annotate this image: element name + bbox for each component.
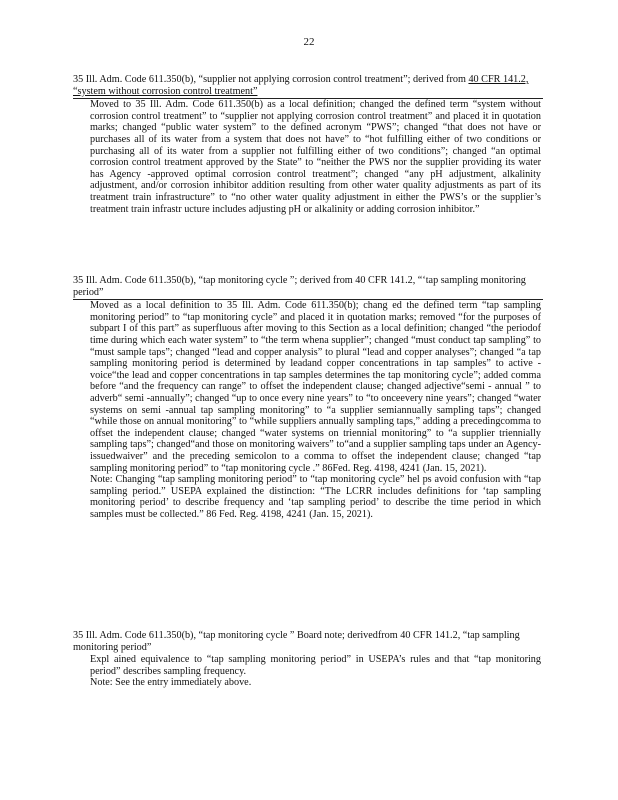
entry-heading-text: 35 Ill. Adm. Code 611.350(b), “supplier not applying corrosion control treatment”; derived from (73, 74, 469, 85)
page-number: 22 (303, 36, 315, 48)
entry-note: Note: Changing “tap sampling monitoring period” to “tap monitoring cycle” hel ps avoid confusion with “tap sampling period.” USEPA explained the distinction: “The LCRR includes definitions for ‘tap sampling monitoring period’ to describe frequency and ‘tap sampling period’ to describe the time period in which samples must be collected.” 86 Fed. Reg. 4198, 4241 (Jan. 15, 2021). (90, 474, 541, 520)
entry-paragraph: Moved to 35 Ill. Adm. Code 611.350(b) as a local definition; changed the defined term “system without corrosion control treatment” to “supplier not applying corrosion control treatment” and placed it in quotation marks; changed “public water system” to the defined acronym “PWS”; changed “that does not have or purchases all of its water from a system that does not have” to “hot fulfilling either of two conditions or purchasing all of its water from a supplier not fulfilling either of two conditions”; changed “an optimal corrosion control treatment approved by the State” to “neither the PWS nor the supplier providing its water has Agency -approved optimal corrosion control treatment”; changed “any pH adjustment, alkalinity adjustment, and/or corrosion inhibitor addition resulting from other water quality adjustments as part of its treatment train infrastructure” to “no other water quality adjustment in either the PWS’s or the supplier’s treatment train infrastr ucture includes adjusting pH or alkalinity or adding corrosion inhibitor.” (90, 99, 541, 215)
entry-paragraph: Expl ained equivalence to “tap sampling monitoring period” in USEPA’s rules and that “tap monitoring period” describes sampling frequency. (90, 654, 541, 677)
entry-heading: 35 Ill. Adm. Code 611.350(b), “tap monitoring cycle ”; derived from 40 CFR 141.2, “‘tap sampling monitoring period” (73, 275, 543, 300)
entry-body (73, 300, 543, 520)
entry-body (73, 99, 543, 215)
entry-tap-monitoring-cycle (73, 275, 543, 520)
entry-heading-underlined: 40 CFR 141.2, “system without corrosion control treatment” (73, 74, 529, 97)
entry-supplier-not-applying-cct (73, 74, 543, 215)
entry-body (73, 654, 543, 689)
entry-heading (73, 74, 543, 99)
entry-paragraph: Moved as a local definition to 35 Ill. Adm. Code 611.350(b); chang ed the defined term “tap sampling monitoring period” to “tap monitoring cycle” and placed it in quotation marks; removed “for the purposes of subpart I of this part” as superfluous after moving to this Section as a local definition; changed “the periodof time during which each water system” to “the term whena supplier”; changed “must conduct tap sampling” to “must sample taps”; changed “lead and copper analysis” to plural “lead and copper analyses”; changed “a tap sampling monitoring period is determined by leadand copper concentrations in tap samples” to active -voice“the lead and copper concentrations in tap samples determines the tap monitoring cycle”; added comma before “and the frequency can range” to offset the independent clause; changed adjective“semi - annual ” to adverb“ semi -annually”; changed “up to once every nine years” to “to onceevery nine years”; changed “water systems on semi -annual tap sampling monitoring” to “a supplier semiannually sampling taps”; changed “while those on annual monitoring” to “while suppliers annually sampling taps,” adding a precedingcomma to offset the independent clause; changed “water systems on triennial monitoring” to “a supplier triennially sampling taps”; changed“and those on monitoring waivers” to“and a supplier sampling taps under an Agency-issuedwaiver” and the preceding semicolon to a comma to offset the independent clause; changed “tap sampling monitoring period” to “tap monitoring cycle .” 86Fed. Reg. 4198, 4241 (Jan. 15, 2021). (90, 300, 541, 474)
entry-note: Note: See the entry immediately above. (90, 677, 252, 689)
entry-tap-monitoring-cycle-board-note (73, 630, 543, 689)
entry-heading: 35 Ill. Adm. Code 611.350(b), “tap monitoring cycle ” Board note; derivedfrom 40 CFR 141.2, “tap sampling monitoring period” (73, 630, 520, 653)
